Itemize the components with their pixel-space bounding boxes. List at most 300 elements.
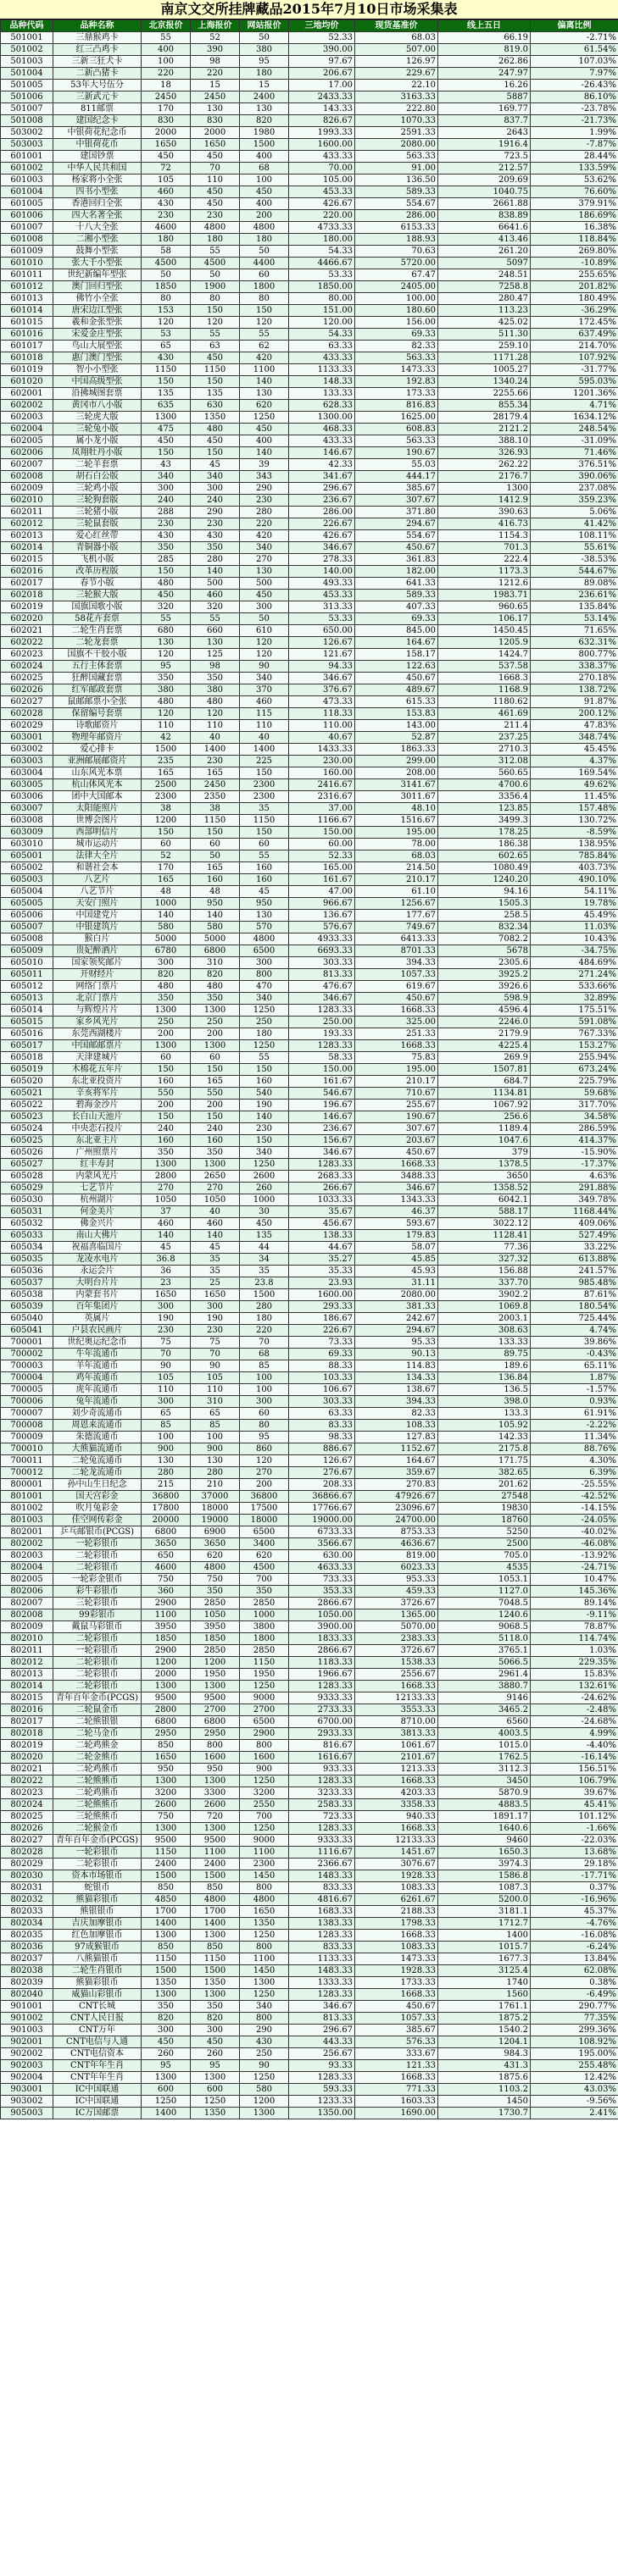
table-row [1,910,618,922]
spot-benchmark-cell: 619.67 [355,981,438,993]
code-cell: 603004 [1,767,53,779]
average-price-cell: 278.33 [289,554,355,566]
deviation-cell: 595.03% [531,376,618,388]
shanghai-price-cell: 390 [191,44,240,56]
web-price-cell: 1500 [240,139,289,151]
table-row [1,1443,618,1455]
web-price-cell: 1250 [240,1930,289,1942]
spot-benchmark-cell: 294.67 [355,1325,438,1337]
online-five-day-cell: 3974.3 [438,1859,531,1870]
spot-benchmark-cell: 127.83 [355,1432,438,1443]
deviation-cell: 725.44% [531,1313,618,1325]
spot-benchmark-cell: 121.33 [355,2060,438,2072]
average-price-cell: 628.33 [289,400,355,412]
spot-benchmark-cell: 2556.67 [355,1669,438,1681]
deviation-cell: 490.10% [531,874,618,886]
name-cell: 99彩银币 [53,1609,142,1621]
online-five-day-cell: 1015.7 [438,1942,531,1953]
shanghai-price-cell: 1300 [191,1005,240,1017]
spot-benchmark-cell: 450.67 [355,1147,438,1159]
code-cell: 802028 [1,1847,53,1859]
beijing-price-cell: 1000 [142,898,191,910]
web-price-cell: 270 [240,1467,289,1479]
web-price-cell: 230 [240,1123,289,1135]
shanghai-price-cell: 2000 [191,127,240,139]
spot-benchmark-cell: 208.00 [355,767,438,779]
online-five-day-cell: 308.63 [438,1325,531,1337]
code-cell: 902002 [1,2048,53,2060]
online-five-day-cell: 2643 [438,127,531,139]
shanghai-price-cell: 135 [191,388,240,400]
code-cell: 501007 [1,103,53,115]
deviation-cell: -16.14% [531,1752,618,1764]
table-row [1,1716,618,1728]
beijing-price-cell: 1300 [142,1681,191,1692]
average-price-cell: 97.67 [289,56,355,68]
online-five-day-cell: 1668.3 [438,673,531,684]
average-price-cell: 54.33 [289,246,355,258]
table-row [1,542,618,554]
code-cell: 605030 [1,1194,53,1206]
average-price-cell: 426.67 [289,198,355,210]
name-cell: 佳空网传彩金 [53,1515,142,1526]
spot-benchmark-cell: 3163.33 [355,91,438,103]
name-cell: 一轮彩银币 [53,1645,142,1657]
average-price-cell: 186.67 [289,1313,355,1325]
code-cell: 605007 [1,922,53,933]
online-five-day-cell: 398.0 [438,1396,531,1408]
web-price-cell: 3200 [240,1787,289,1799]
table-row [1,1349,618,1360]
average-price-cell: 266.67 [289,1183,355,1194]
shanghai-price-cell: 2950 [191,1728,240,1740]
shanghai-price-cell: 1300 [191,1989,240,2001]
spot-benchmark-cell: 182.00 [355,566,438,578]
deviation-cell: 39.67% [531,1787,618,1799]
table-row [1,1479,618,1491]
code-cell: 802014 [1,1681,53,1692]
table-row [1,447,618,459]
table-row [1,1704,618,1716]
spot-benchmark-cell: 195.00 [355,827,438,839]
spot-benchmark-cell: 8710.00 [355,1716,438,1728]
beijing-price-cell: 850 [142,1942,191,1953]
deviation-cell: 15.83% [531,1669,618,1681]
online-five-day-cell: 1712.7 [438,1918,531,1930]
web-price-cell: 55 [240,850,289,862]
online-five-day-cell: 416.73 [438,518,531,530]
beijing-price-cell: 200 [142,1100,191,1111]
code-cell: 605006 [1,910,53,922]
online-five-day-cell: 598.9 [438,993,531,1005]
web-price-cell: 540 [240,1088,289,1100]
name-cell: 三轮鸡小版 [53,483,142,495]
average-price-cell: 1300.00 [289,412,355,424]
table-row [1,175,618,186]
web-price-cell: 290 [240,483,289,495]
online-five-day-cell: 9068.5 [438,1621,531,1633]
deviation-cell: -4.40% [531,1740,618,1752]
code-cell: 602010 [1,495,53,507]
name-cell: 诗歌邮资片 [53,720,142,732]
shanghai-price-cell: 450 [191,186,240,198]
beijing-price-cell: 830 [142,115,191,127]
table-row [1,91,618,103]
table-row [1,1028,618,1040]
online-five-day-cell: 588.17 [438,1206,531,1218]
shanghai-price-cell: 52 [191,32,240,44]
average-price-cell: 103.33 [289,1372,355,1384]
average-price-cell: 19000.00 [289,1515,355,1526]
spot-benchmark-cell: 222.80 [355,103,438,115]
shanghai-price-cell: 200 [191,1100,240,1111]
name-cell: 与辉煌片片 [53,1005,142,1017]
beijing-price-cell: 250 [142,1017,191,1028]
code-cell: 601015 [1,317,53,329]
name-cell: 国旗国歌小版 [53,601,142,613]
average-price-cell: 4466.67 [289,258,355,269]
online-five-day-cell: 1560 [438,1989,531,2001]
table-row [1,744,618,756]
table-row [1,198,618,210]
deviation-cell: 290.77% [531,2001,618,2013]
spot-benchmark-cell: 12133.33 [355,1835,438,1847]
table-row [1,68,618,80]
beijing-price-cell: 130 [142,637,191,649]
deviation-cell: 53.62% [531,175,618,186]
shanghai-price-cell: 230 [191,756,240,767]
web-price-cell: 90 [240,661,289,673]
beijing-price-cell: 650 [142,1550,191,1562]
average-price-cell: 93.33 [289,2060,355,2072]
table-row [1,1242,618,1254]
web-price-cell: 1250 [240,1159,289,1171]
web-price-cell: 340 [240,542,289,554]
beijing-price-cell: 230 [142,210,191,222]
code-cell: 605025 [1,1135,53,1147]
table-row [1,234,618,246]
web-price-cell: 150 [240,305,289,317]
beijing-price-cell: 48 [142,886,191,898]
web-price-cell: 130 [240,103,289,115]
deviation-cell: -24.71% [531,1562,618,1574]
deviation-cell: -42.52% [531,1491,618,1503]
deviation-cell: 13.84% [531,1953,618,1965]
online-five-day-cell: 27548 [438,1491,531,1503]
web-price-cell: 1950 [240,1669,289,1681]
deviation-cell: -31.09% [531,435,618,447]
table-row [1,684,618,696]
table-row [1,44,618,56]
name-cell: 二轮羊套票 [53,459,142,471]
online-five-day-cell: 1540.2 [438,2025,531,2036]
deviation-cell: -31.77% [531,364,618,376]
name-cell: 三轮猴大版 [53,590,142,601]
online-five-day-cell: 3650 [438,1171,531,1183]
name-cell: 鼠邮邮票小全张 [53,696,142,708]
online-five-day-cell: 1875.2 [438,2013,531,2025]
spot-benchmark-cell: 2383.33 [355,1633,438,1645]
name-cell: 二轮彩银币 [53,1562,142,1574]
spot-benchmark-cell: 8701.33 [355,945,438,957]
average-price-cell: 35.27 [289,1254,355,1266]
deviation-cell: 270.18% [531,673,618,684]
code-cell: 802011 [1,1645,53,1657]
shanghai-price-cell: 1300 [191,1040,240,1052]
deviation-cell: -17.37% [531,1159,618,1171]
deviation-cell: 45.41% [531,1799,618,1811]
shanghai-price-cell: 19000 [191,1515,240,1526]
name-cell: 红军邮政套票 [53,684,142,696]
name-cell: 碧海金沙片 [53,1100,142,1111]
web-price-cell: 460 [240,696,289,708]
average-price-cell: 453.33 [289,186,355,198]
deviation-cell: -6.24% [531,1942,618,1953]
name-cell: 属小龙小版 [53,435,142,447]
shanghai-price-cell: 1150 [191,364,240,376]
table-row [1,957,618,969]
table-row [1,518,618,530]
spot-benchmark-cell: 1083.33 [355,1882,438,1894]
code-cell: 605041 [1,1325,53,1337]
code-cell: 802009 [1,1621,53,1633]
name-cell: 虎年流通币 [53,1384,142,1396]
online-five-day-cell: 723.5 [438,151,531,163]
average-price-cell: 106.67 [289,1384,355,1396]
beijing-price-cell: 320 [142,601,191,613]
code-cell: 802003 [1,1550,53,1562]
web-price-cell: 160 [240,1076,289,1088]
spot-benchmark-cell: 126.97 [355,56,438,68]
code-cell: 602029 [1,720,53,732]
web-price-cell: 400 [240,435,289,447]
name-cell: 二轮彩银币 [53,1657,142,1669]
shanghai-price-cell: 75 [191,1337,240,1349]
deviation-cell: 145.36% [531,1586,618,1598]
web-price-cell: 180 [240,1313,289,1325]
shanghai-price-cell: 60 [191,839,240,850]
average-price-cell: 88.33 [289,1360,355,1372]
online-five-day-cell: 425.02 [438,317,531,329]
table-row [1,933,618,945]
beijing-price-cell: 150 [142,1064,191,1076]
online-five-day-cell: 1067.92 [438,1100,531,1111]
spot-benchmark-cell: 816.83 [355,400,438,412]
table-row [1,56,618,68]
code-cell: 802016 [1,1704,53,1716]
name-cell: IC中国联通 [53,2096,142,2108]
spot-benchmark-cell: 450.67 [355,542,438,554]
deviation-cell: -16.08% [531,1930,618,1942]
code-cell: 802036 [1,1942,53,1953]
average-price-cell: 6733.33 [289,1526,355,1538]
deviation-cell: 317.70% [531,1100,618,1111]
deviation-cell: 45.49% [531,910,618,922]
average-price-cell: 443.33 [289,2036,355,2048]
spot-benchmark-cell: 156.00 [355,317,438,329]
code-cell: 802020 [1,1752,53,1764]
table-row [1,732,618,744]
online-five-day-cell: 189.6 [438,1360,531,1372]
code-cell: 605016 [1,1028,53,1040]
code-cell: 802001 [1,1526,53,1538]
header-beijing-price: 北京报价 [142,20,191,32]
shanghai-price-cell: 1500 [191,1870,240,1882]
beijing-price-cell: 170 [142,103,191,115]
shanghai-price-cell: 35 [191,1254,240,1266]
name-cell: 羲和金张型张 [53,317,142,329]
shanghai-price-cell: 1300 [191,2072,240,2084]
average-price-cell: 1283.33 [289,1159,355,1171]
code-cell: 802033 [1,1906,53,1918]
spot-benchmark-cell: 3141.67 [355,779,438,791]
shanghai-price-cell: 290 [191,507,240,518]
table-row [1,1100,618,1111]
shanghai-price-cell: 98 [191,661,240,673]
online-five-day-cell: 77.36 [438,1242,531,1254]
code-cell: 802019 [1,1740,53,1752]
name-cell: 二轮龙流通币 [53,1467,142,1479]
name-cell: 三轮虎大版 [53,412,142,424]
deviation-cell: 138.72% [531,684,618,696]
spot-benchmark-cell: 45.85 [355,1254,438,1266]
spot-benchmark-cell: 710.67 [355,1088,438,1100]
average-price-cell: 1600.00 [289,139,355,151]
table-row [1,1408,618,1420]
shanghai-price-cell: 830 [191,115,240,127]
average-price-cell: 6700.00 [289,1716,355,1728]
average-price-cell: 23.93 [289,1277,355,1289]
beijing-price-cell: 37 [142,1206,191,1218]
online-five-day-cell: 222.4 [438,554,531,566]
shanghai-price-cell: 660 [191,625,240,637]
spot-benchmark-cell: 615.33 [355,696,438,708]
beijing-price-cell: 1300 [142,1040,191,1052]
online-five-day-cell: 1204.1 [438,2036,531,2048]
beijing-price-cell: 1050 [142,1194,191,1206]
header-spot-benchmark: 现货基准价 [355,20,438,32]
spot-benchmark-cell: 153.83 [355,708,438,720]
shanghai-price-cell: 2450 [191,779,240,791]
spot-benchmark-cell: 576.33 [355,2036,438,2048]
average-price-cell: 63.33 [289,341,355,352]
online-five-day-cell: 327.32 [438,1254,531,1266]
shanghai-price-cell: 2850 [191,1645,240,1657]
average-price-cell: 83.33 [289,1420,355,1432]
shanghai-price-cell: 1850 [191,1633,240,1645]
web-price-cell: 1600 [240,1752,289,1764]
web-price-cell: 1000 [240,1194,289,1206]
table-row [1,827,618,839]
spot-benchmark-cell: 771.33 [355,2084,438,2096]
spot-benchmark-cell: 385.67 [355,2025,438,2036]
average-price-cell: 150.00 [289,1064,355,1076]
spot-benchmark-cell: 52.87 [355,732,438,744]
average-price-cell: 208.33 [289,1479,355,1491]
average-price-cell: 2683.33 [289,1171,355,1183]
beijing-price-cell: 280 [142,1467,191,1479]
code-cell: 700010 [1,1443,53,1455]
web-price-cell: 115 [240,708,289,720]
beijing-price-cell: 95 [142,661,191,673]
deviation-cell: 10.47% [531,1574,618,1586]
web-price-cell: 340 [240,1147,289,1159]
spot-benchmark-cell: 1928.33 [355,1965,438,1977]
spot-benchmark-cell: 251.33 [355,1028,438,1040]
table-row [1,1953,618,1965]
online-five-day-cell: 2500 [438,1538,531,1550]
online-five-day-cell: 7082.2 [438,933,531,945]
name-cell: 资本市场银币 [53,1870,142,1882]
web-price-cell: 1150 [240,1657,289,1669]
beijing-price-cell: 65 [142,341,191,352]
table-row [1,1633,618,1645]
online-five-day-cell: 169.77 [438,103,531,115]
online-five-day-cell: 3125.4 [438,1965,531,1977]
name-cell: 智小小型张 [53,364,142,376]
beijing-price-cell: 215 [142,1479,191,1491]
shanghai-price-cell: 200 [191,1028,240,1040]
beijing-price-cell: 635 [142,400,191,412]
name-cell: 中央恋石投片 [53,1123,142,1135]
shanghai-price-cell: 3650 [191,1538,240,1550]
web-price-cell: 18000 [240,1515,289,1526]
table-row [1,1171,618,1183]
shanghai-price-cell: 80 [191,293,240,305]
shanghai-price-cell: 70 [191,1349,240,1360]
deviation-cell: 78.87% [531,1621,618,1633]
deviation-cell: -23.78% [531,103,618,115]
table-row [1,874,618,886]
code-cell: 802018 [1,1728,53,1740]
name-cell: 青年百年金币(PCGS) [53,1835,142,1847]
spot-benchmark-cell: 242.67 [355,1313,438,1325]
beijing-price-cell: 1650 [142,1752,191,1764]
web-price-cell: 4400 [240,258,289,269]
deviation-cell: -9.56% [531,2096,618,2108]
shanghai-price-cell: 4500 [191,258,240,269]
code-cell: 801002 [1,1503,53,1515]
web-price-cell: 150 [240,1135,289,1147]
table-row [1,862,618,874]
spot-benchmark-cell: 179.83 [355,1230,438,1242]
code-cell: 602025 [1,673,53,684]
beijing-price-cell: 2950 [142,1728,191,1740]
web-price-cell: 290 [240,2025,289,2036]
web-price-cell: 1250 [240,1005,289,1017]
name-cell: 龙凌水电片 [53,1254,142,1266]
average-price-cell: 126.67 [289,637,355,649]
table-row [1,1111,618,1123]
name-cell: 二轮彩银币 [53,1550,142,1562]
spot-benchmark-cell: 3358.33 [355,1799,438,1811]
table-row [1,1040,618,1052]
shanghai-price-cell: 280 [191,1467,240,1479]
online-five-day-cell: 2305.6 [438,957,531,969]
table-row [1,1266,618,1277]
web-price-cell: 950 [240,898,289,910]
table-row [1,1965,618,1977]
spot-benchmark-cell: 58.07 [355,1242,438,1254]
web-price-cell: 70 [240,1337,289,1349]
beijing-price-cell: 135 [142,388,191,400]
spot-benchmark-cell: 188.93 [355,234,438,246]
deviation-cell: 101.12% [531,1811,618,1823]
spot-benchmark-cell: 6023.33 [355,1562,438,1574]
beijing-price-cell: 1300 [142,1823,191,1835]
spot-benchmark-cell: 6413.33 [355,933,438,945]
code-cell: 605028 [1,1171,53,1183]
